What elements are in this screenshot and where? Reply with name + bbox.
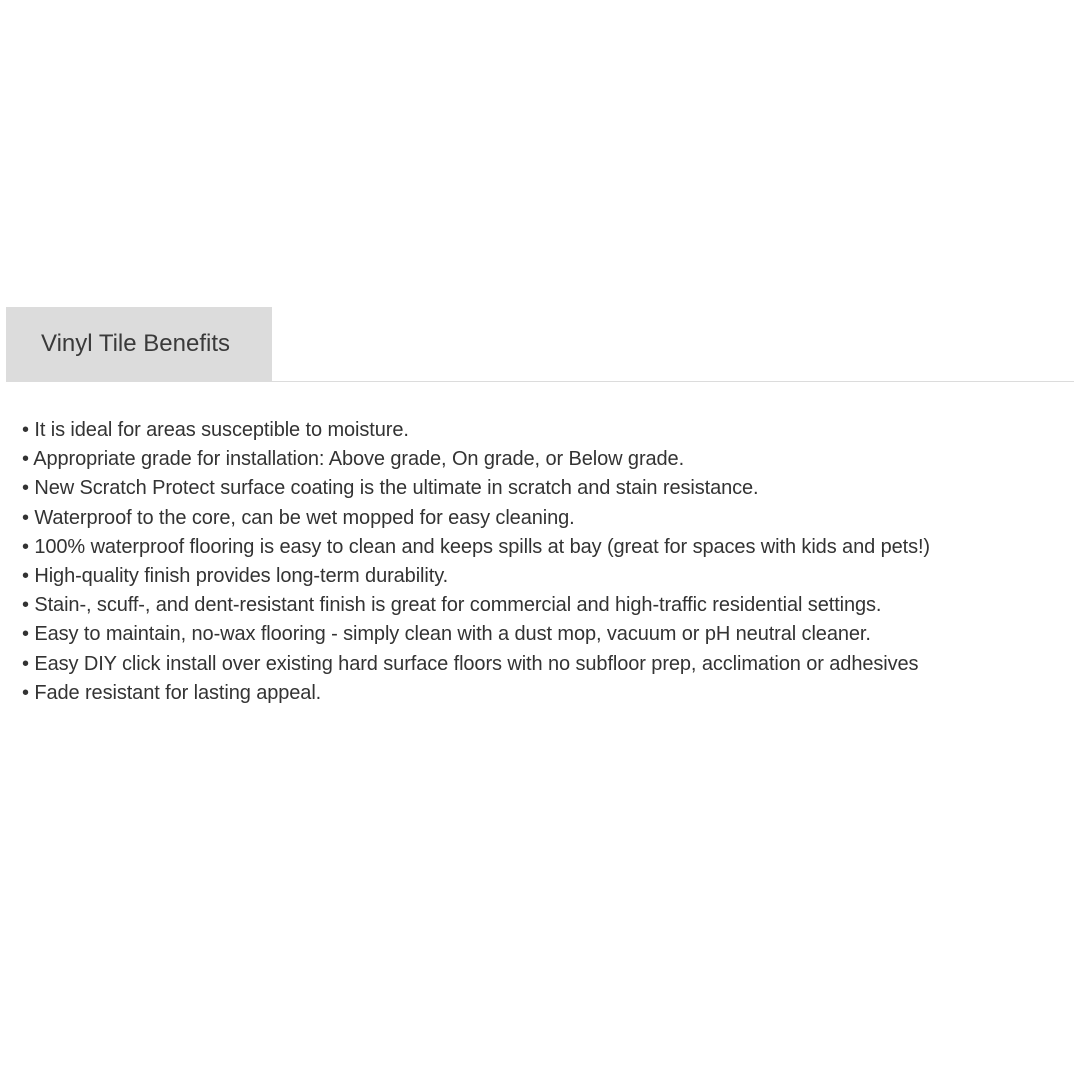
list-item: • Easy DIY click install over existing hard surface floors with no subfloor prep, acclimation or adhesives xyxy=(22,652,919,675)
list-item: • It is ideal for areas susceptible to moisture. xyxy=(22,419,409,441)
list-item: • High-quality finish provides long-term durability. xyxy=(22,565,449,588)
list-item: • Waterproof to the core, can be wet mopped for easy cleaning. xyxy=(22,506,575,529)
list-item: • Easy to maintain, no-wax flooring - simply clean with a dust mop, vacuum or pH neutral cleaner. xyxy=(22,623,871,646)
list-item: • New Scratch Protect surface coating is the ultimate in scratch and stain resistance. xyxy=(22,477,759,500)
list-item: • Stain-, scuff-, and dent-resistant finish is great for commercial and high-traffic residential settings. xyxy=(22,594,882,617)
tab-strip xyxy=(6,307,1074,382)
tab-vinyl-tile-benefits[interactable] xyxy=(6,307,272,381)
tab-panel-benefits xyxy=(22,416,1074,708)
list-item: • Fade resistant for lasting appeal. xyxy=(22,681,322,704)
list-item: • Appropriate grade for installation: Above grade, On grade, or Below grade. xyxy=(22,448,685,471)
benefit-list xyxy=(22,416,1074,708)
tab-label: Vinyl Tile Benefits xyxy=(41,330,230,357)
list-item: • 100% waterproof flooring is easy to clean and keeps spills at bay (great for spaces with kids and pets!) xyxy=(22,535,930,558)
